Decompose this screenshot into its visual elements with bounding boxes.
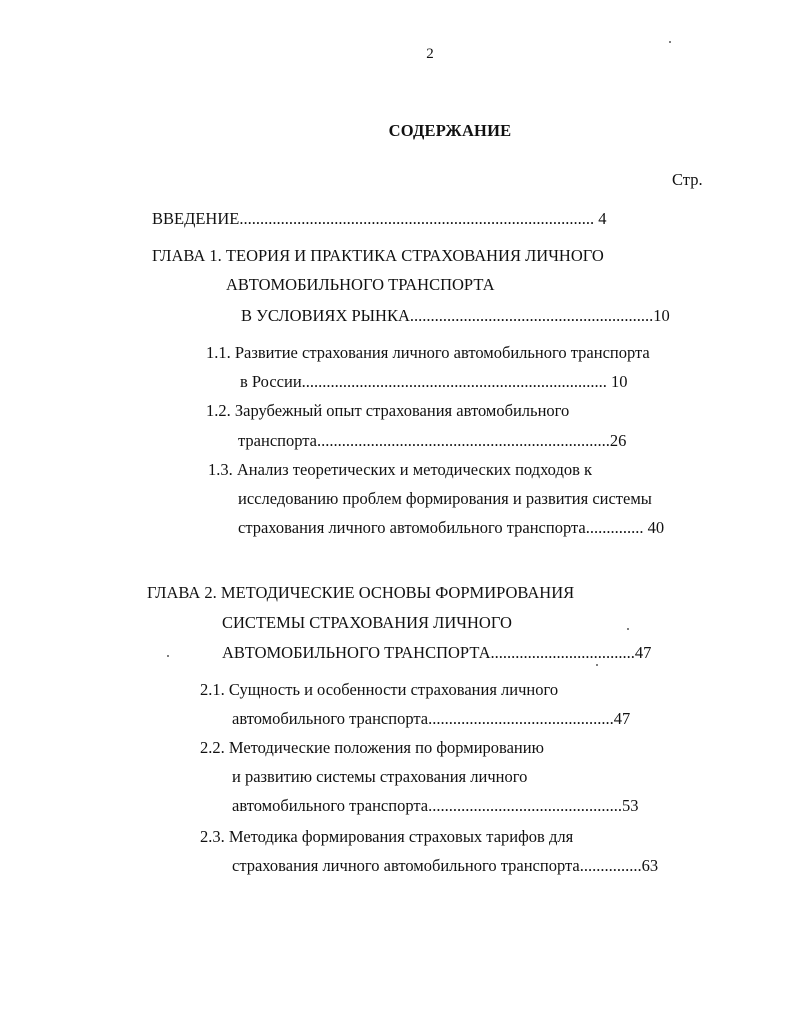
toc-chapter-1-line-3: В УСЛОВИЯХ РЫНКА...........................................................10 [241, 306, 670, 325]
page-title: СОДЕРЖАНИЕ [388, 121, 512, 140]
toc-section-2-1-line-2: автомобильного транспорта.............................................47 [232, 709, 631, 728]
toc-section-1-3-line-2: исследованию проблем формирования и развития системы [238, 489, 652, 508]
scan-speck [669, 41, 671, 43]
scan-speck [167, 655, 169, 657]
toc-section-1-3-line-1: 1.3. Анализ теоретических и методических подходов к [208, 460, 593, 479]
toc-section-2-2-line-1: 2.2. Методические положения по формированию [200, 738, 544, 757]
page-number: 2 [426, 46, 434, 62]
toc-section-1-3-line-3: страхования личного автомобильного транспорта.............. 40 [238, 518, 665, 537]
page-column-label: Стр. [672, 170, 703, 189]
toc-section-2-3-line-1: 2.3. Методика формирования страховых тарифов для [200, 827, 574, 846]
toc-section-2-3-line-2: страхования личного автомобильного транспорта...............63 [232, 856, 659, 875]
toc-entry-intro: ВВЕДЕНИЕ...................................................................................... 4 [152, 209, 607, 228]
toc-section-2-2-line-2: и развитию системы страхования личного [232, 767, 528, 786]
toc-section-1-2-line-2: транспорта.......................................................................26 [238, 431, 627, 450]
toc-section-2-2-line-3: автомобильного транспорта...............................................53 [232, 796, 639, 815]
toc-section-1-1-line-1: 1.1. Развитие страхования личного автомобильного транспорта [206, 343, 650, 362]
toc-chapter-2-line-3: АВТОМОБИЛЬНОГО ТРАНСПОРТА...................................47 [222, 643, 652, 662]
toc-chapter-1-line-1: ГЛАВА 1. ТЕОРИЯ И ПРАКТИКА СТРАХОВАНИЯ ЛИЧНОГО [152, 246, 604, 265]
toc-chapter-2-line-2: СИСТЕМЫ СТРАХОВАНИЯ ЛИЧНОГО [222, 613, 512, 632]
scan-speck [596, 664, 598, 666]
toc-section-2-1-line-1: 2.1. Сущность и особенности страхования личного [200, 680, 559, 699]
toc-section-1-1-line-2: в России.......................................................................... 10 [240, 372, 628, 391]
toc-section-1-2-line-1: 1.2. Зарубежный опыт страхования автомобильного [206, 401, 570, 420]
toc-chapter-1-line-2: АВТОМОБИЛЬНОГО ТРАНСПОРТА [226, 275, 495, 294]
toc-chapter-2-line-1: ГЛАВА 2. МЕТОДИЧЕСКИЕ ОСНОВЫ ФОРМИРОВАНИЯ [147, 583, 575, 602]
scan-speck [627, 628, 629, 630]
